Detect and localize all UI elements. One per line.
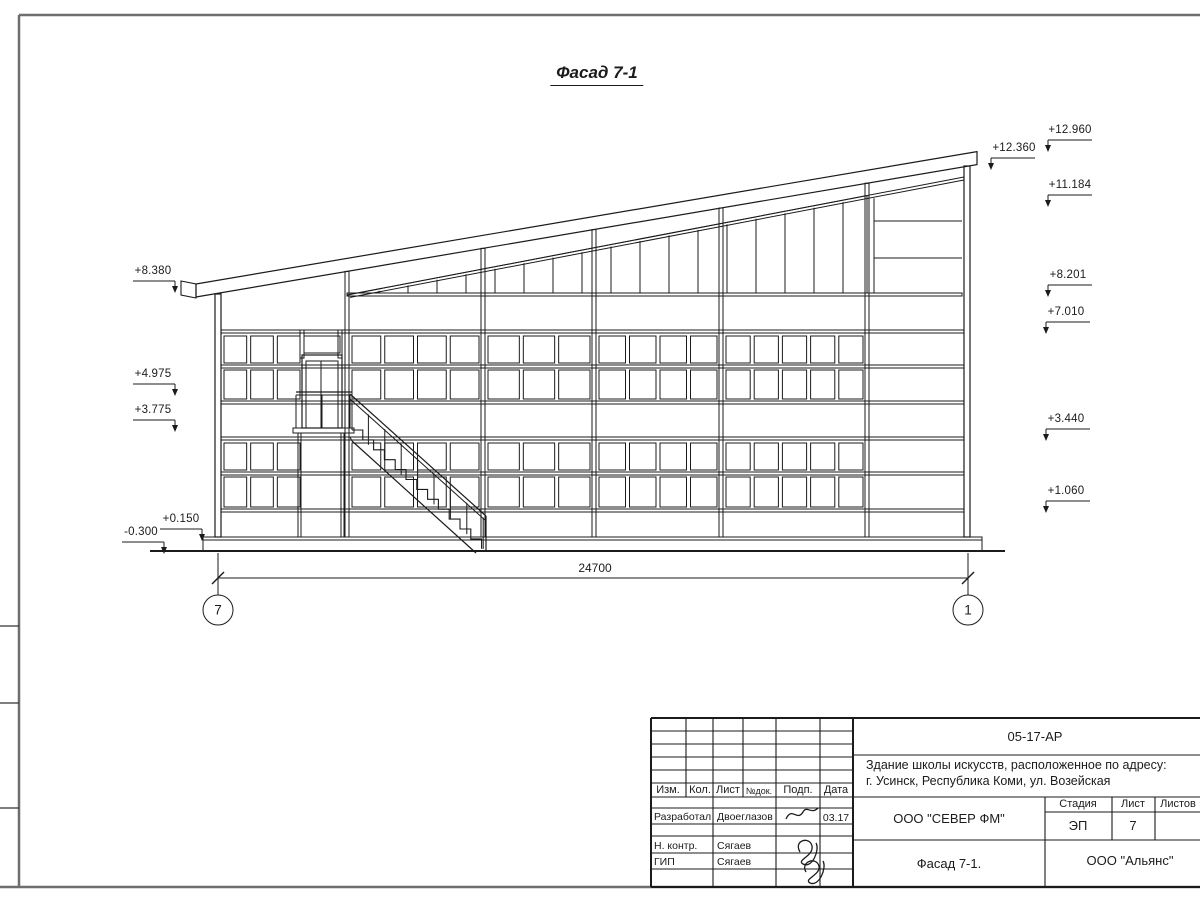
titleblock-row2-role: Н. контр.	[654, 840, 698, 852]
elevation-mark-label: +8.201	[1049, 269, 1087, 281]
axis-bubble-1-label: 1	[964, 602, 972, 618]
titleblock-col-ndok: №док.	[745, 786, 773, 796]
titleblock-row3-role: ГИП	[654, 856, 675, 868]
titleblock-org: ООО "Альянс"	[1086, 853, 1174, 868]
titleblock-sheet-label: Лист	[1121, 798, 1145, 810]
elevation-mark-label: +3.440	[1047, 413, 1085, 425]
titleblock-address-line2: г. Усинск, Республика Коми, ул. Возейская	[866, 774, 1111, 788]
axis-bubble-7-label: 7	[214, 602, 222, 618]
elevation-mark-label: +11.184	[1048, 179, 1092, 191]
titleblock-col-list: Лист	[716, 784, 740, 796]
titleblock-row1-date: 03.17	[822, 812, 850, 824]
titleblock-stage-label: Стадия	[1059, 798, 1097, 810]
elevation-mark-label: +12.360	[992, 142, 1036, 154]
elevation-mark-label: +12.960	[1048, 124, 1092, 136]
titleblock-stage-value: ЭП	[1068, 818, 1088, 833]
dimension-label: 24700	[578, 561, 612, 575]
titleblock-sheet-value: 7	[1129, 818, 1137, 833]
elevation-mark-label: +8.380	[134, 265, 172, 277]
titleblock-code: 05-17-АР	[1007, 729, 1063, 744]
titleblock-sheets-label: Листов	[1160, 798, 1196, 810]
titleblock-col-podp: Подп.	[783, 784, 813, 796]
titleblock-row2-name: Сягаев	[717, 840, 752, 852]
titleblock-col-kol: Кол.	[689, 784, 711, 796]
titleblock-developer: ООО "СЕВЕР ФМ"	[893, 811, 1005, 826]
titleblock-view-name: Фасад 7-1.	[916, 856, 982, 871]
titleblock-row1-name: Двоеглазов	[717, 811, 773, 823]
elevation-mark-label: +3.775	[134, 404, 172, 416]
titleblock-row1-role: Разработал	[654, 811, 712, 823]
elevation-mark-label: -0.300	[124, 526, 158, 538]
drawing-title: Фасад 7-1	[550, 63, 643, 86]
titleblock-address-line1: Здание школы искусств, расположенное по адресу:	[866, 758, 1167, 772]
titleblock-col-data: Дата	[823, 784, 849, 796]
titleblock-row3-name: Сягаев	[717, 856, 752, 868]
elevation-mark-label: +1.060	[1047, 485, 1085, 497]
elevation-mark-label: +4.975	[134, 368, 172, 380]
titleblock-col-izm: Изм.	[656, 784, 680, 796]
elevation-mark-label: +7.010	[1047, 306, 1085, 318]
elevation-mark-label: +0.150	[162, 513, 200, 525]
